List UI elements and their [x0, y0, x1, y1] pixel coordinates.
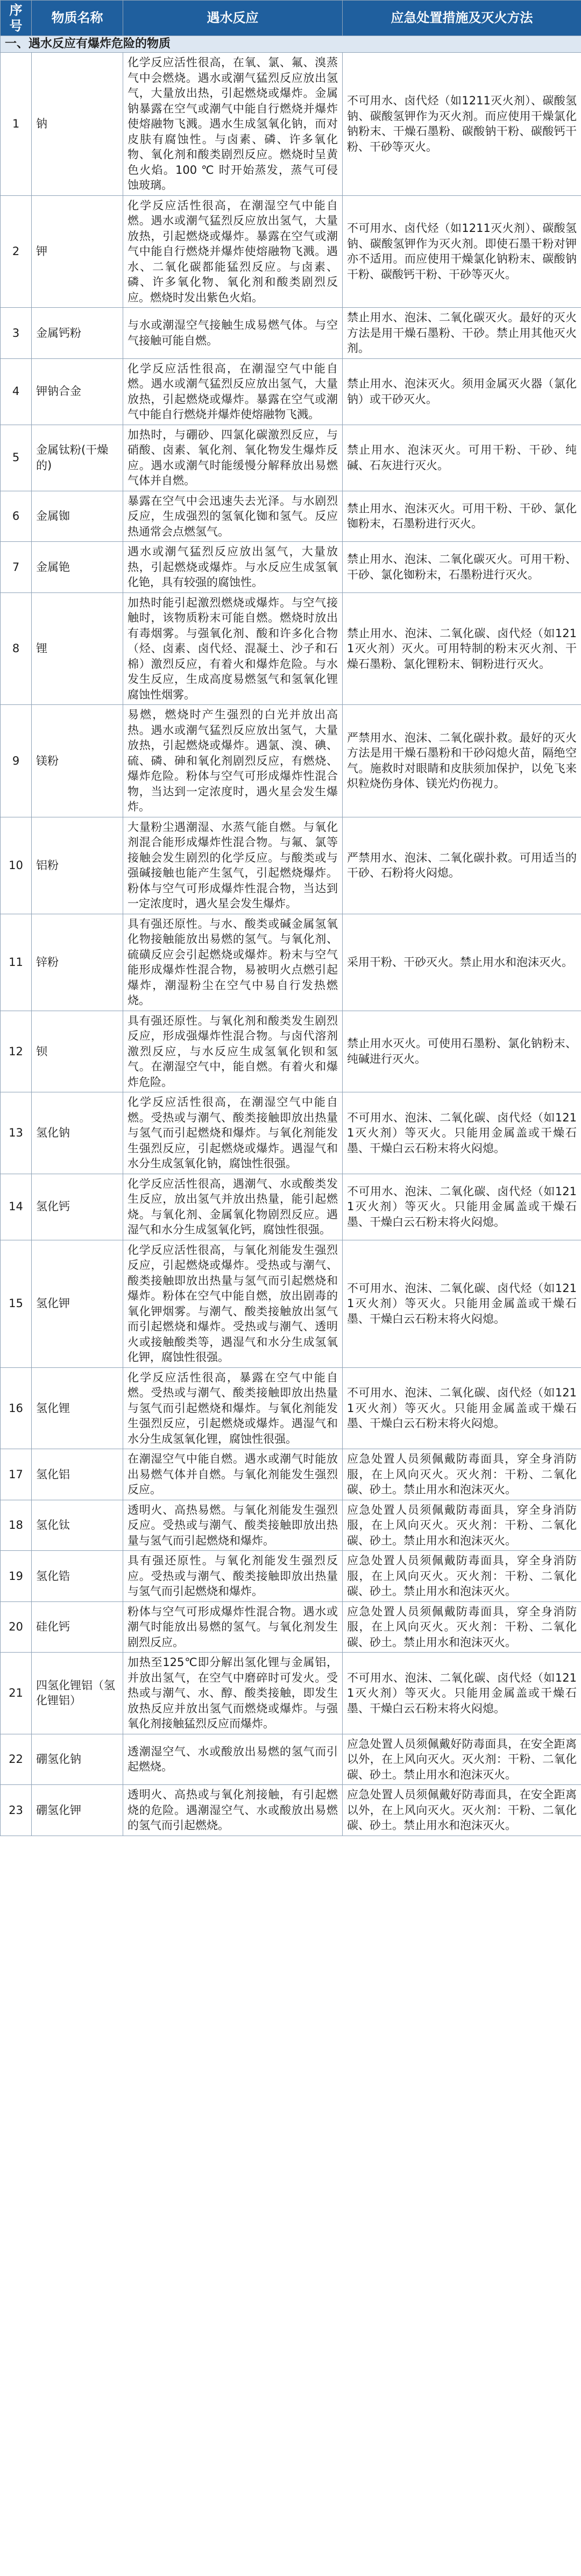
row-number: 22: [1, 1734, 32, 1785]
table-row: [1, 53, 581, 196]
reaction-text: 化学反应活性很高，暴露在空气中能自燃。受热或与潮气、酸类接触即放出热量与氢气而引起燃烧和爆炸。与氧化剂能发生强烈反应，引起燃烧或爆炸。遇湿气和水分生成氢氧化锂，腐蚀性很强。: [123, 1367, 343, 1449]
row-number: 21: [1, 1653, 32, 1734]
measures-text: 严禁用水、泡沫、二氧化碳扑救。可用适当的干砂、石粉将火闷熄。: [343, 817, 581, 914]
substance-name: 氢化钠: [32, 1092, 123, 1174]
table-row: [1, 705, 581, 817]
row-number: 9: [1, 705, 32, 817]
row-number: 2: [1, 195, 32, 308]
reaction-text: 与水或潮湿空气接触生成易燃气体。与空气接触可能自燃。: [123, 308, 343, 359]
measures-text: 不可用水、泡沫、二氧化碳、卤代烃（如1211灭火剂）等灭火。只能用金属盖或干燥石墨、干燥白云石粉末将火闷熄。: [343, 1367, 581, 1449]
row-number: 8: [1, 592, 32, 705]
substance-name: 氢化铝: [32, 1449, 123, 1500]
table-row: [1, 358, 581, 425]
row-number: 1: [1, 53, 32, 196]
measures-text: 应急处置人员须佩戴好防毒面具，在安全距离以外，在上风向灭火。灭火剂：干粉、二氧化碳、砂土。禁止用水和泡沫灭火。: [343, 1734, 581, 1785]
row-number: 4: [1, 358, 32, 425]
measures-text: 不可用水、泡沫、二氧化碳、卤代烃（如1211灭火剂）等灭火。只能用金属盖或干燥石墨、干燥白云石粉末将火闷熄。: [343, 1174, 581, 1240]
table-row: [1, 425, 581, 491]
substance-name: 金属铷: [32, 491, 123, 542]
reaction-text: 暴露在空气中会迅速失去光泽。与水剧烈反应，生成强烈的氢氧化铷和氢气。反应热通常会点燃氢气。: [123, 491, 343, 542]
reaction-text: 化学反应活性很高，在氧、氯、氟、溴蒸气中会燃烧。遇水或潮气猛烈反应放出氢气，大量放出热，引起燃烧或爆炸。金属钠暴露在空气或潮气中能自行燃烧并爆炸使熔融物飞溅。遇水生成氢氧化钠，而对皮肤有腐蚀性。与卤素、磷、许多氧化物、氧化剂和酸类剧烈反应。燃烧时呈黄色火焰。100 ℃ 时开始蒸发，蒸气可侵蚀玻璃。: [123, 53, 343, 196]
measures-text: 严禁用水、泡沫、二氧化碳扑救。最好的灭火方法是用干燥石墨粉和干砂闷熄火苗，隔绝空气。施救时对眼睛和皮肤须加保护，以免飞来炽粒烧伤身体、镁光灼伤视力。: [343, 705, 581, 817]
row-number: 18: [1, 1500, 32, 1551]
table-row: [1, 1367, 581, 1449]
measures-text: 不可用水、泡沫、二氧化碳、卤代烃（如1211灭火剂）等灭火。只能用金属盖或干燥石墨、干燥白云石粉末将火闷熄。: [343, 1653, 581, 1734]
table-row: [1, 1601, 581, 1653]
substance-name: 氢化钛: [32, 1500, 123, 1551]
row-number: 5: [1, 425, 32, 491]
substance-name: 氢化钾: [32, 1240, 123, 1367]
row-number: 10: [1, 817, 32, 914]
reaction-text: 透潮湿空气、水或酸放出易燃的氢气而引起燃烧。: [123, 1734, 343, 1785]
substance-name: 钡: [32, 1011, 123, 1092]
reaction-text: 化学反应活性很高，与氧化剂能发生强烈反应，引起燃烧或爆炸。受热或与潮气、酸类接触即放出热量与氢气而引起燃烧和爆炸。粉体在空气中能自燃，放出剧毒的氧化钾烟雾。与潮气、酸类接触放出氢气而引起燃烧和爆炸。受热或与潮气、透明火或接触酸类等，遇湿气和水分生成氢氧化钾，腐蚀性很强。: [123, 1240, 343, 1367]
section-title: 一、遇水反应有爆炸危险的物质: [1, 36, 581, 53]
measures-text: 不可用水、卤代烃（如1211灭火剂）、碳酸氢钠、碳酸氢钾作为灭火剂。而应使用干燥氯化钠粉末、干燥石墨粉、碳酸钠干粉、碳酸钙干粉、干砂等灭火。: [343, 53, 581, 196]
substance-name: 钠: [32, 53, 123, 196]
measures-text: 禁止用水、泡沫、二氧化碳灭火。最好的灭火方法是用干燥石墨粉、干砂。禁止用其他灭火剂。: [343, 308, 581, 359]
table-row: [1, 1734, 581, 1785]
section-row: [1, 36, 581, 53]
row-number: 19: [1, 1551, 32, 1602]
reaction-text: 化学反应活性很高，在潮湿空气中能自燃。遇水或潮气猛烈反应放出氢气，大量放热，引起燃烧或爆炸。暴露在空气或潮气中能自行燃烧并爆炸使熔融物飞溅。: [123, 358, 343, 425]
table-row: [1, 1240, 581, 1367]
reaction-text: 化学反应活性很高，遇潮气、水或酸类发生反应，放出氢气并放出热量，能引起燃烧。与氧化剂、金属氧化物剧烈反应。遇湿气和水分生成氢氧化钙，腐蚀性很强。: [123, 1174, 343, 1240]
row-number: 17: [1, 1449, 32, 1500]
table-row: [1, 1500, 581, 1551]
reaction-text: 粉体与空气可形成爆炸性混合物。遇水或潮气时能放出易燃的氢气。与氧化剂发生剧烈反应。: [123, 1601, 343, 1653]
header-name: 物质名称: [32, 1, 123, 36]
measures-text: 禁止用水、泡沫、二氧化碳、卤代烃（如1211灭火剂）灭火。可用特制的粉末灭火剂、干燥石墨粉、氯化锂粉末、铜粉进行灭火。: [343, 592, 581, 705]
header-reaction: 遇水反应: [123, 1, 343, 36]
measures-text: 禁止用水、泡沫灭火。可用干粉、干砂、氯化铷粉末，石墨粉进行灭火。: [343, 491, 581, 542]
measures-text: 应急处置人员须佩戴防毒面具，穿全身消防服，在上风向灭火。灭火剂：干粉、二氧化碳、砂土。禁止用水和泡沫灭火。: [343, 1601, 581, 1653]
table-row: [1, 1653, 581, 1734]
reaction-text: 遇水或潮气猛烈反应放出氢气，大量放热，引起燃烧或爆炸。与水反应生成氢氧化铯，具有较强的腐蚀性。: [123, 542, 343, 593]
reaction-text: 在潮湿空气中能自燃。遇水或潮气时能放出易燃气体并自燃。与氧化剂能发生强烈反应。: [123, 1449, 343, 1500]
substance-name: 氢化锂: [32, 1367, 123, 1449]
table-row: [1, 491, 581, 542]
substance-name: 金属钙粉: [32, 308, 123, 359]
row-number: 20: [1, 1601, 32, 1653]
substance-name: 铝粉: [32, 817, 123, 914]
measures-text: 不可用水、泡沫、二氧化碳、卤代烃（如1211灭火剂）等灭火。只能用金属盖或干燥石墨、干燥白云石粉末将火闷熄。: [343, 1240, 581, 1367]
reaction-text: 具有强还原性。与氧化剂能发生强烈反应。受热或与潮气、酸类接触即放出热量与氢气而引起燃烧和爆炸。: [123, 1551, 343, 1602]
row-number: 6: [1, 491, 32, 542]
table-row: [1, 1011, 581, 1092]
substance-name: 氢化钙: [32, 1174, 123, 1240]
table-row: [1, 1092, 581, 1174]
table-row: [1, 1449, 581, 1500]
row-number: 3: [1, 308, 32, 359]
measures-text: 禁止用水、泡沫灭火。须用金属灭火器（氯化钠）或干砂灭火。: [343, 358, 581, 425]
reaction-text: 加热时，与硼砂、四氯化碳激烈反应，与硝酸、卤素、氧化剂、氧化物发生爆炸反应。遇水或潮气时能缓慢分解释放出易燃气体并自燃。: [123, 425, 343, 491]
measures-text: 采用干粉、干砂灭火。禁止用水和泡沫灭火。: [343, 914, 581, 1011]
measures-text: 应急处置人员须佩戴好防毒面具，在安全距离以外，在上风向灭火。灭火剂：干粉、二氧化碳、砂土。禁止用水和泡沫灭火。: [343, 1785, 581, 1836]
reaction-text: 大量粉尘遇潮湿、水蒸气能自燃。与氧化剂混合能形成爆炸性混合物。与氟、氯等接触会发生剧烈的化学反应。与酸类或与强碱接触也能产生氢气，引起燃烧爆炸。粉体与空气可形成爆炸性混合物，当达到一定浓度时，遇火星会发生爆炸。: [123, 817, 343, 914]
measures-text: 禁止用水灭火。可使用石墨粉、氯化钠粉末、纯碱进行灭火。: [343, 1011, 581, 1092]
measures-text: 应急处置人员须佩戴防毒面具，穿全身消防服，在上风向灭火。灭火剂：干粉、二氧化碳、砂土。禁止用水和泡沫灭火。: [343, 1449, 581, 1500]
table-row: [1, 195, 581, 308]
row-number: 12: [1, 1011, 32, 1092]
substance-name: 硼氢化钠: [32, 1734, 123, 1785]
reaction-text: 透明火、高热或与氧化剂接触，有引起燃烧的危险。遇潮湿空气、水或酸放出易燃的氢气而引起燃烧。: [123, 1785, 343, 1836]
substance-name: 硅化钙: [32, 1601, 123, 1653]
substance-name: 硼氢化钾: [32, 1785, 123, 1836]
measures-text: 不可用水、卤代烃（如1211灭火剂）、碳酸氢钠、碳酸氢钾作为灭火剂。即使石墨干粉对钾亦不适用。而应使用干燥氯化钠粉末、碳酸钠干粉、碳酸钙干粉、干砂等灭火。: [343, 195, 581, 308]
substance-name: 锌粉: [32, 914, 123, 1011]
reaction-text: 透明火、高热易燃。与氧化剂能发生强烈反应。受热或与潮气、酸类接触即放出热量与氢气而引起燃烧和爆炸。: [123, 1500, 343, 1551]
measures-text: 禁止用水、泡沫灭火。可用干粉、干砂、纯碱、石灰进行灭火。: [343, 425, 581, 491]
reaction-text: 具有强还原性。与水、酸类或碱金属氢氧化物接触能放出易燃的氢气。与氧化剂、硫磺反应会引起燃烧或爆炸。粉末与空气能形成爆炸性混合物，易被明火点燃引起爆炸，潮湿粉尘在空气中易自行发热燃烧。: [123, 914, 343, 1011]
reaction-text: 加热至125℃即分解出氢化锂与金属铝，并放出氢气，在空气中磨碎时可发火。受热或与潮气、水、醇、酸类接触，即发生放热反应并放出氢气而燃烧或爆炸。与强氧化剂接触猛烈反应而爆炸。: [123, 1653, 343, 1734]
substance-name: 锂: [32, 592, 123, 705]
measures-text: 禁止用水、泡沫、二氧化碳灭火。可用干粉、干砂、氯化铷粉末，石墨粉进行灭火。: [343, 542, 581, 593]
header-no: 序号: [1, 1, 32, 36]
substance-name: 钾钠合金: [32, 358, 123, 425]
substance-name: 四氢化锂铝（氢化锂铝）: [32, 1653, 123, 1734]
row-number: 14: [1, 1174, 32, 1240]
row-number: 15: [1, 1240, 32, 1367]
table-row: [1, 592, 581, 705]
measures-text: 不可用水、泡沫、二氧化碳、卤代烃（如1211灭火剂）等灭火。只能用金属盖或干燥石墨、干燥白云石粉末将火闷熄。: [343, 1092, 581, 1174]
table-row: [1, 1785, 581, 1836]
header-measures: 应急处置措施及灭火方法: [343, 1, 581, 36]
table-header-row: [1, 1, 581, 36]
table-row: [1, 308, 581, 359]
measures-text: 应急处置人员须佩戴防毒面具，穿全身消防服，在上风向灭火。灭火剂：干粉、二氧化碳、砂土。禁止用水和泡沫灭火。: [343, 1551, 581, 1602]
reaction-text: 化学反应活性很高，在潮湿空气中能自燃。受热或与潮气、酸类接触即放出热量与氢气而引起燃烧和爆炸。与氧化剂能发生强烈反应，引起燃烧或爆炸。遇湿气和水分生成氢氧化钠，腐蚀性很强。: [123, 1092, 343, 1174]
table-row: [1, 1174, 581, 1240]
table-row: [1, 1551, 581, 1602]
row-number: 16: [1, 1367, 32, 1449]
reaction-text: 易燃，燃烧时产生强烈的白光并放出高热。遇水或潮气猛烈反应放出氢气，大量放热，引起燃烧或爆炸。遇氯、溴、碘、硫、磷、砷和氧化剂剧烈反应，有燃烧、爆炸危险。粉体与空气可形成爆炸性混合物，当达到一定浓度时，遇火星会发生爆炸。: [123, 705, 343, 817]
table-row: [1, 817, 581, 914]
substance-name: 钾: [32, 195, 123, 308]
table-row: [1, 914, 581, 1011]
reaction-text: 化学反应活性很高，在潮湿空气中能自燃。遇水或潮气猛烈反应放出氢气，大量放热，引起燃烧或爆炸。暴露在空气或潮气中能自行燃烧并爆炸使熔融物飞溅。遇水、二氧化碳都能猛烈反应。与卤素、磷、许多氧化物、氧化剂和酸类剧烈反应。燃烧时发出紫色火焰。: [123, 195, 343, 308]
substance-name: 镁粉: [32, 705, 123, 817]
row-number: 7: [1, 542, 32, 593]
measures-text: 应急处置人员须佩戴防毒面具，穿全身消防服，在上风向灭火。灭火剂：干粉、二氧化碳、砂土。禁止用水和泡沫灭火。: [343, 1500, 581, 1551]
substance-name: 金属钛粉(干燥的): [32, 425, 123, 491]
row-number: 11: [1, 914, 32, 1011]
row-number: 13: [1, 1092, 32, 1174]
substance-name: 金属铯: [32, 542, 123, 593]
table-row: [1, 542, 581, 593]
row-number: 23: [1, 1785, 32, 1836]
reaction-text: 加热时能引起激烈燃烧或爆炸。与空气接触时，该物质粉末可能自燃。燃烧时放出有毒烟雾。与强氧化剂、酸和许多化合物（烃、卤素、卤代烃、混凝土、沙子和石棉）激烈反应，有着火和爆炸危险。与水发生反应，生成高度易燃氢气和氢氧化锂腐蚀性烟雾。: [123, 592, 343, 705]
reaction-text: 具有强还原性。与氧化剂和酸类发生剧烈反应，形成强爆炸性混合物。与卤代溶剂激烈反应，与水反应生成氢氧化钡和氢气。在潮湿空气中，能自燃。有着火和爆炸危险。: [123, 1011, 343, 1092]
substance-name: 氢化锆: [32, 1551, 123, 1602]
